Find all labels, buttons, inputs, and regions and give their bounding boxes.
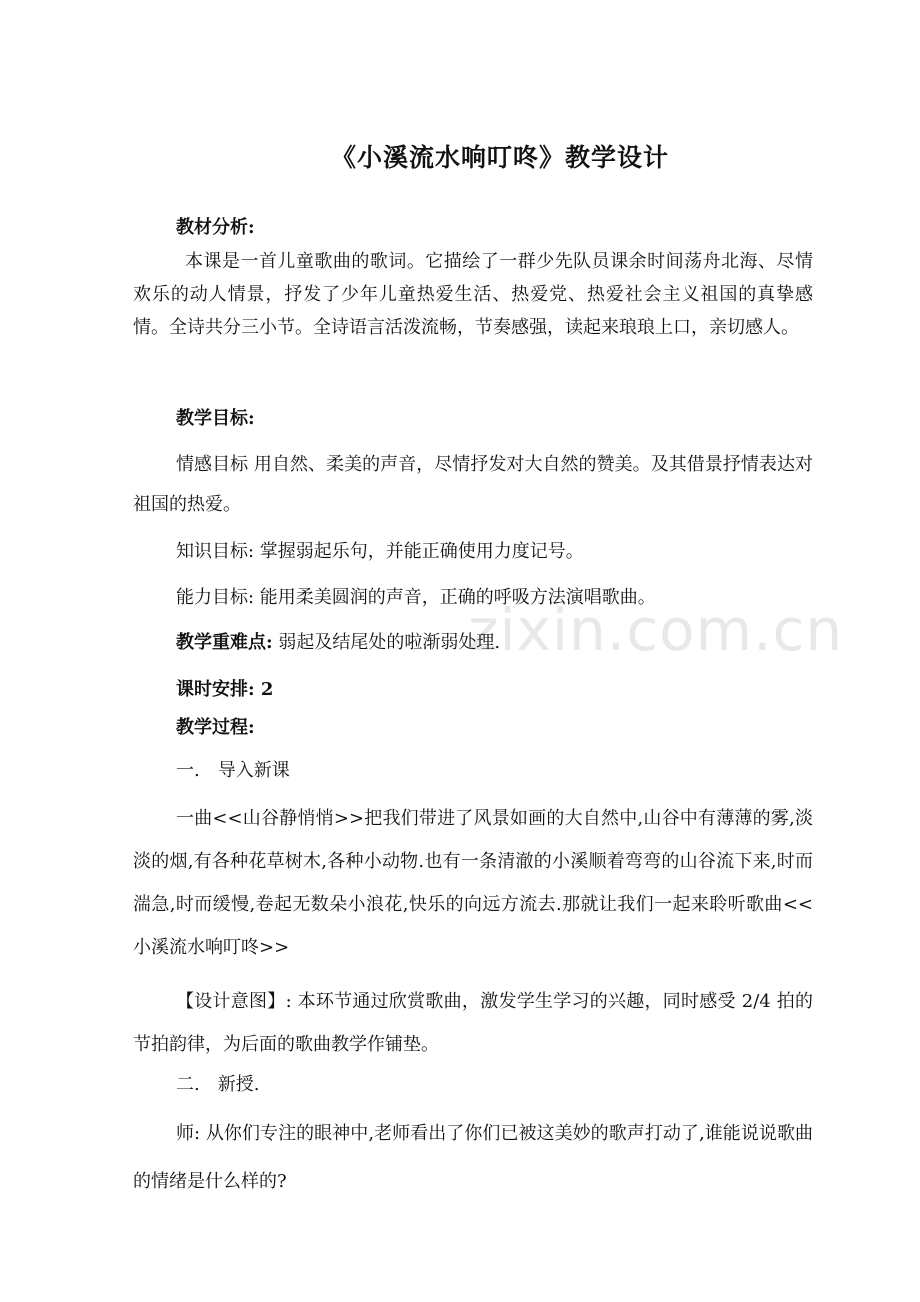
key-points xyxy=(176,628,500,654)
goals-heading: 教学目标: xyxy=(176,408,255,429)
material-heading: 教材分析: xyxy=(176,217,255,238)
page-title: 《小溪流水响叮咚》教学设计 xyxy=(330,143,669,172)
goal-emotion: 情感目标 用自然、柔美的声音，尽情抒发对大自然的赞美。及其借景抒情表达对祖国的热爱。 xyxy=(133,454,813,515)
watermark: zixin.com.cn xyxy=(468,596,844,664)
design-intent-label: 【设计意图】 xyxy=(176,991,286,1012)
design-intent-text: : 本环节通过欣赏歌曲，激发学生学习的兴趣，同时感受 2/4 拍的节拍韵律，为后面的歌曲教学作铺垫。 xyxy=(133,991,814,1055)
process-heading: 教学过程: xyxy=(176,717,255,738)
key-points-label: 教学重难点: xyxy=(176,632,273,653)
design-intent xyxy=(133,980,813,1066)
step-one-heading: 一. 导入新课 xyxy=(176,760,290,781)
step-two-paragraph: 师: 从你们专注的眼神中,老师看出了你们已被这美妙的歌声打动了,谁能说说歌曲的情绪是什么样的? xyxy=(133,1123,813,1192)
key-points-text: 弱起及结尾处的啦渐弱处理. xyxy=(272,632,501,653)
goal-knowledge: 知识目标: 掌握弱起乐句，并能正确使用力度记号。 xyxy=(176,541,584,562)
material-paragraph: 本课是一首儿童歌曲的歌词。它描绘了一群少先队员课余时间荡舟北海、尽情欢乐的动人情景，抒发了少年儿童热爱生活、热爱党、热爱社会主义祖国的真挚感情。全诗共分三小节。全诗语言活泼流畅，节奏感强，读起来琅琅上口，亲切感人。 xyxy=(133,251,813,338)
step-two-heading: 二. 新授. xyxy=(176,1074,260,1095)
goal-ability: 能力目标: 能用柔美圆润的声音，正确的呼吸方法演唱歌曲。 xyxy=(176,587,656,608)
schedule: 课时安排: 2 xyxy=(176,679,274,700)
step-one-paragraph: 一曲<<山谷静悄悄>>把我们带进了风景如画的大自然中,山谷中有薄薄的雾,淡淡的烟,有各种花草树木,各种小动物.也有一条清澈的小溪顺着弯弯的山谷流下来,时而湍急,时而缓慢,卷起无数朵小浪花,快乐的向远方流去.那就让我们一起来聆听歌曲<<小溪流水响叮咚>> xyxy=(133,808,813,958)
